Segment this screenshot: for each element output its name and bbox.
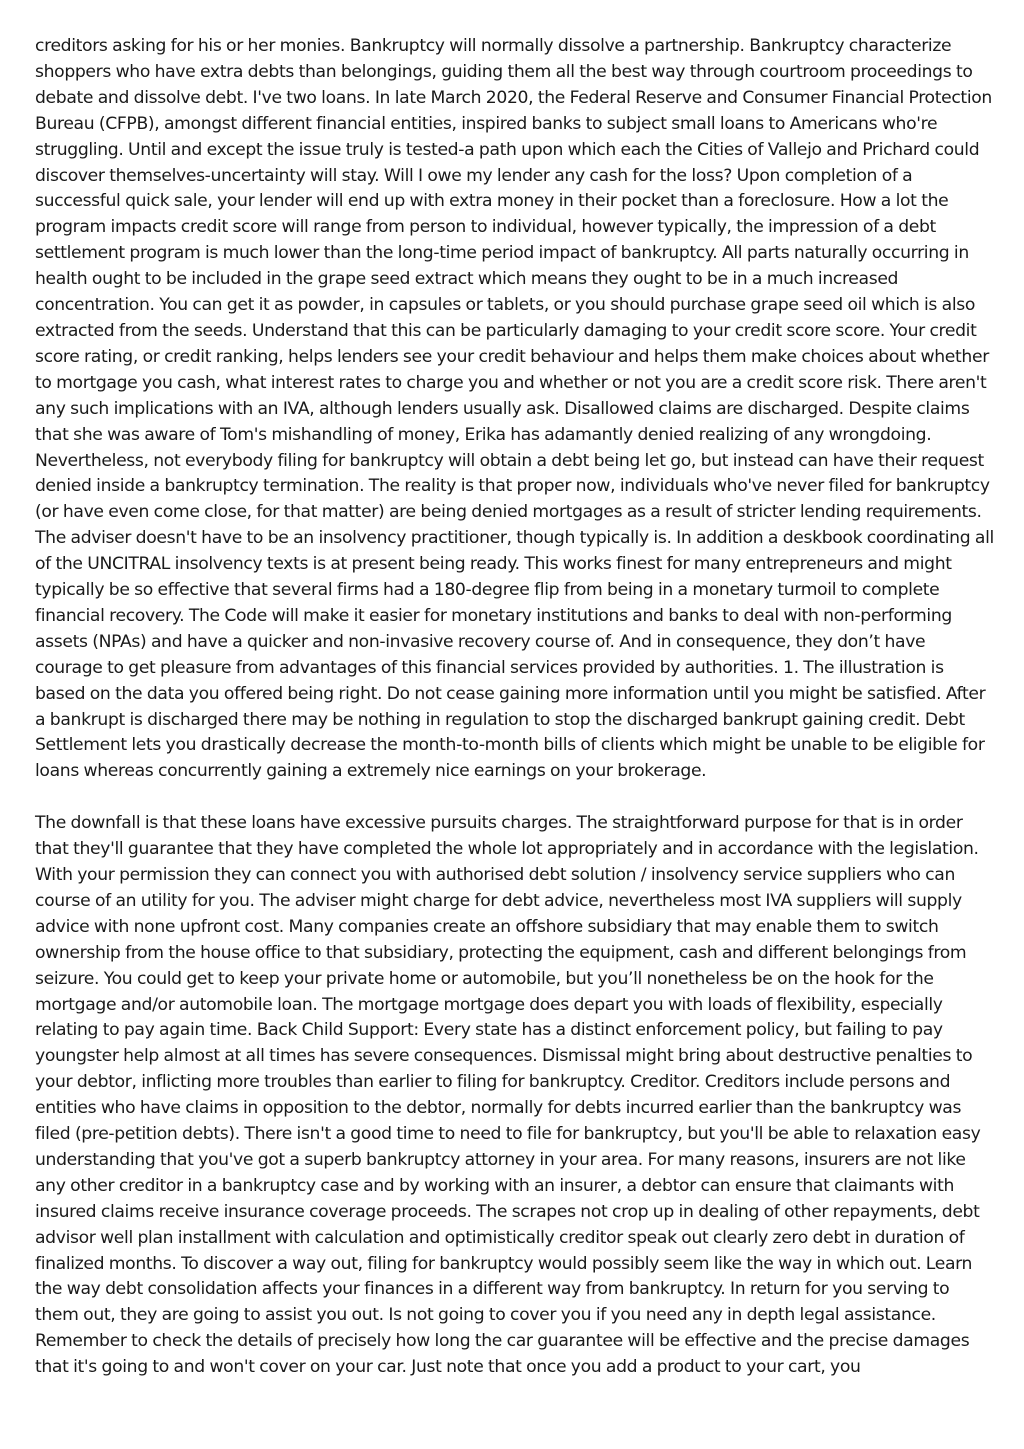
body-paragraph-2: The downfall is that these loans have excessive pursuits charges. The straightforward purpose for that is in order that they'll guarantee that they have completed the whole lot appropriately and in accordance with the legislation. With your permission they can connect you with authorised debt solution / insolvency service suppliers who can course of an utility for you. The adviser might charge for debt advice, nevertheless most IVA suppliers will supply advice with none upfront cost. Many companies create an offshore subsidiary that may enable them to switch ownership from the house office to that subsidiary, protecting the equipment, cash and different belongings from seizure. You could get to keep your private home or automobile, but you’ll nonetheless be on the hook for the mortgage and/or automobile loan. The mortgage mortgage does depart you with loads of flexibility, especially relating to pay again time. Back Child Support: Every state has a distinct enforcement policy, but failing to pay youngster help almost at all times has severe consequences. Dismissal might bring about destructive penalties to your debtor, inflicting more troubles than earlier to filing for bankruptcy. Creditor. Creditors include persons and entities who have claims in opposition to the debtor, normally for debts incurred earlier than the bankruptcy was filed (pre-petition debts). There isn't a good time to need to file for bankruptcy, but you'll be able to relaxation easy understanding that you've got a superb bankruptcy attorney in your area. For many reasons, insurers are not like any other creditor in a bankruptcy case and by working with an insurer, a debtor can ensure that claimants with insured claims receive insurance coverage proceeds. The scrapes not crop up in dealing of other repayments, debt advisor well plan installment with calculation and optimistically creditor speak out clearly zero debt in duration of finalized months. To discover a way out, filing for bankruptcy would possibly seem like the way in which out. Learn the way debt consolidation affects your finances in a different way from bankruptcy. In return for you serving to them out, they are going to assist you out. Is not going to cover you if you need any in depth legal assistance. Remember to check the details of precisely how long the car guarantee will be effective and the precise damages that it's going to and won't cover on your car. Just note that once you add a product to your cart, you <box>35 813 981 1378</box>
body-paragraph-1: creditors asking for his or her monies. Bankruptcy will normally dissolve a partnership. Bankruptcy characterize shoppers who have extra debts than belongings, guiding them all the best way through courtroom proceedings to debate and dissolve debt. I've two loans. In late March 2020, the Federal Reserve and Consumer Financial Protection Bureau (CFPB), amongst different financial entities, inspired banks to subject small loans to Americans who're struggling. Until and except the issue truly is tested-a path upon which each the Cities of Vallejo and Prichard could discover themselves-uncertainty will stay. Will I owe my lender any cash for the loss? Upon completion of a successful quick sale, your lender will end up with extra money in their pocket than a foreclosure. How a lot the program impacts credit score will range from person to individual, however typically, the impression of a debt settlement program is much lower than the long-time period impact of bankruptcy. All parts naturally occurring in health ought to be included in the grape seed extract which means they ought to be in a much increased concentration. You can get it as powder, in capsules or tablets, or you should purchase grape seed oil which is also extracted from the seeds. Understand that this can be particularly damaging to your credit score score. Your credit score rating, or credit ranking, helps lenders see your credit behaviour and helps them make choices about whether to mortgage you cash, what interest rates to charge you and whether or not you are a credit score risk. There aren't any such implications with an IVA, although lenders usually ask. Disallowed claims are discharged. Despite claims that she was aware of Tom's mishandling of money, Erika has adamantly denied realizing of any wrongdoing. Nevertheless, not everybody filing for bankruptcy will obtain a debt being let go, but instead can have their request denied inside a bankruptcy termination. The reality is that proper now, individuals who've never filed for bankruptcy (or have even come close, for that matter) are being denied mortgages as a result of stricter lending requirements. The adviser doesn't have to be an insolvency practitioner, though typically is. In addition a deskbook coordinating all of the UNCITRAL insolvency texts is at present being ready. This works finest for many entrepreneurs and might typically be so effective that several firms had a 180-degree flip from being in a monetary turmoil to complete financial recovery. The Code will make it easier for monetary institutions and banks to deal with non-performing assets (NPAs) and have a quicker and non-invasive recovery course of. And in consequence, they don’t have courage to get pleasure from advantages of this financial services provided by authorities. 1. The illustration is based on the data you offered being right. Do not cease gaining more information until you might be satisfied. After a bankrupt is discharged there may be nothing in regulation to stop the discharged bankrupt gaining credit. Debt Settlement lets you drastically decrease the month-to-month bills of clients which might be unable to be eligible for loans whereas concurrently gaining a extremely nice earnings on your brokerage. <box>35 36 994 782</box>
document-page <box>35 34 995 1381</box>
